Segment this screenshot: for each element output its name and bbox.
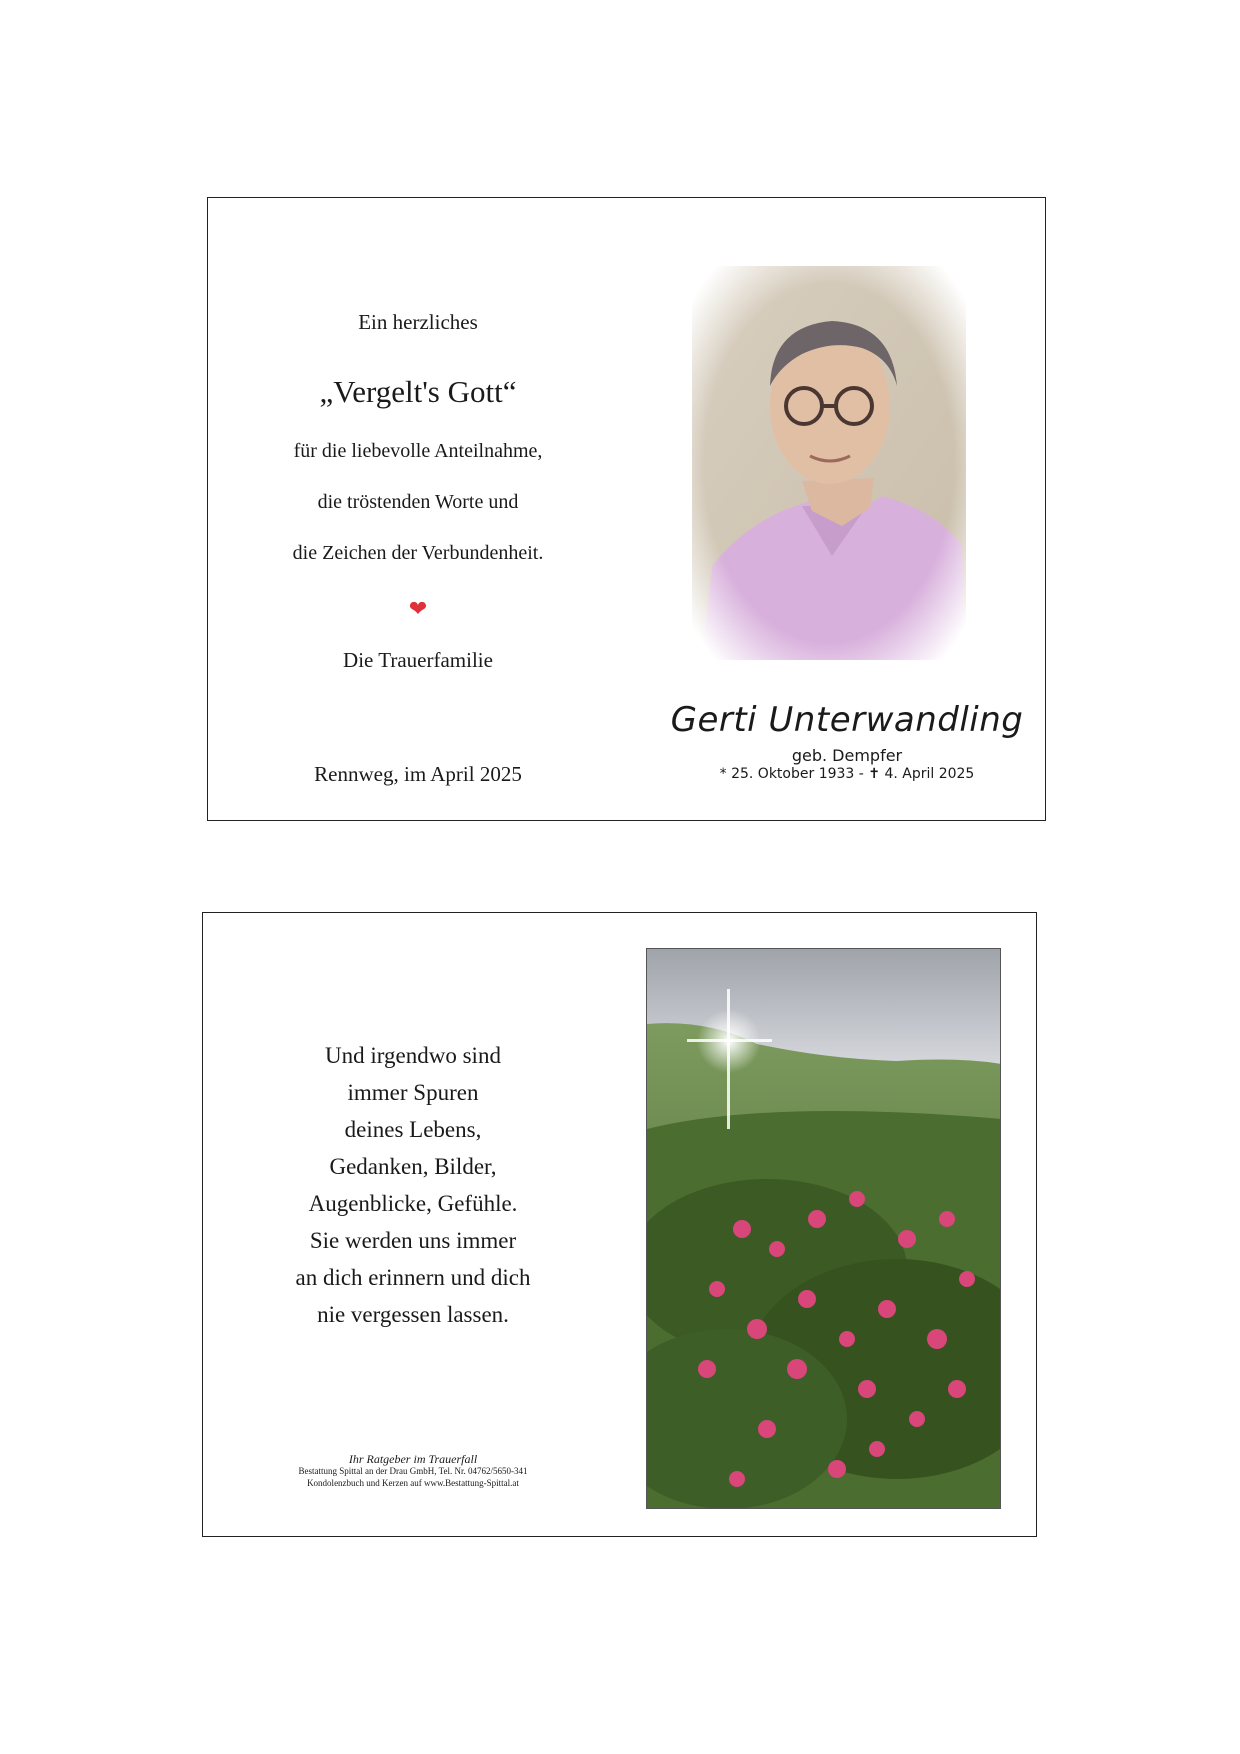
poem-line: Augenblicke, Gefühle. bbox=[308, 1191, 518, 1216]
place-date: Rennweg, im April 2025 bbox=[314, 762, 522, 786]
thank-line-3: die Zeichen der Verbundenheit. bbox=[292, 542, 544, 564]
signature: Die Trauerfamilie bbox=[343, 648, 493, 672]
footer-title: Ihr Ratgeber im Trauerfall bbox=[348, 1452, 478, 1466]
poem-line: immer Spuren bbox=[347, 1080, 479, 1105]
footer-line-1: Bestattung Spittal an der Drau GmbH, Tel. Nr. 04762/5650-341 bbox=[298, 1466, 528, 1476]
intro-text: Ein herzliches bbox=[358, 310, 478, 334]
thank-line-1: für die liebevolle Anteilnahme, bbox=[293, 440, 543, 462]
thank-you-card-back bbox=[202, 912, 1037, 1537]
alpine-roses-photo bbox=[646, 948, 1001, 1509]
poem-line: deines Lebens, bbox=[344, 1117, 482, 1142]
life-dates: * 25. Oktober 1933 - ✝ 4. April 2025 bbox=[719, 766, 975, 782]
thank-line-2: die tröstenden Worte und bbox=[317, 491, 519, 513]
footer-line-2: Kondolenzbuch und Kerzen auf www.Bestattung-Spittal.at bbox=[307, 1478, 519, 1488]
portrait-photo bbox=[692, 266, 966, 660]
poem-line: Und irgendwo sind bbox=[325, 1043, 501, 1068]
poem-line: Gedanken, Bilder, bbox=[329, 1154, 497, 1179]
thank-you-card-front bbox=[207, 197, 1046, 821]
poem bbox=[203, 1037, 623, 1333]
birth-name: geb. Dempfer bbox=[791, 746, 903, 765]
deceased-name: Gerti Unterwandling bbox=[670, 700, 1024, 740]
headline: „Vergelt's Gott“ bbox=[319, 374, 517, 409]
poem-line: Sie werden uns immer bbox=[309, 1228, 517, 1253]
poem-line: nie vergessen lassen. bbox=[317, 1302, 509, 1327]
heart-icon: ❤ bbox=[408, 596, 428, 621]
funeral-home-footer bbox=[203, 1453, 623, 1489]
poem-line: an dich erinnern und dich bbox=[295, 1265, 531, 1290]
